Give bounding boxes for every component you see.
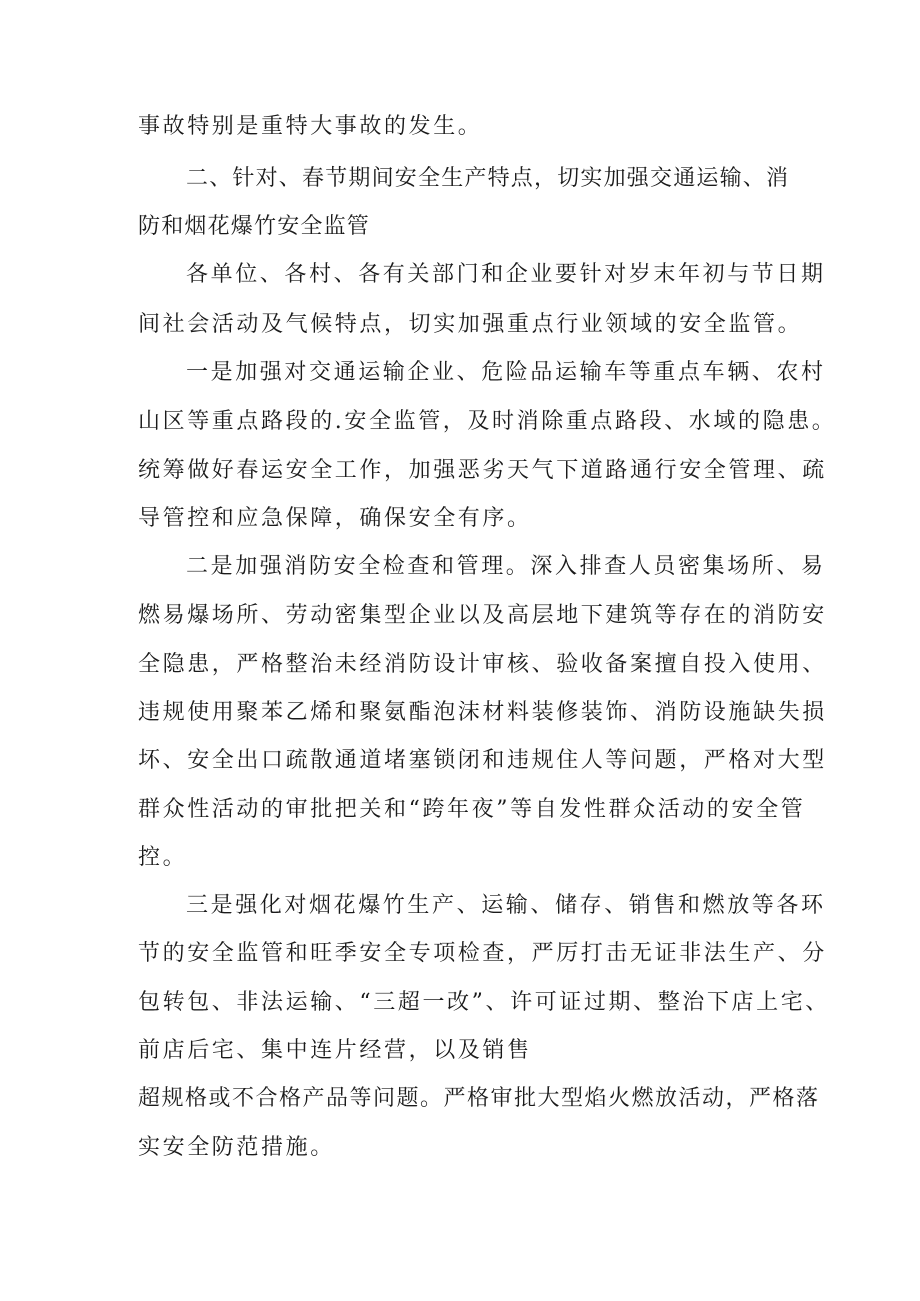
paragraph-line: 燃易爆场所、劳动密集型企业以及高层地下建筑等存在的消防安	[138, 603, 827, 628]
paragraph-line: 间社会活动及气候特点，切实加强重点行业领域的安全监管。	[138, 312, 803, 337]
paragraph-line: 违规使用聚苯乙烯和聚氨酯泡沫材料装修装饰、消防设施缺失损	[138, 700, 827, 725]
paragraph-line: 群众性活动的审批把关和“跨年夜”等自发性群众活动的安全管	[138, 797, 806, 822]
paragraph-line: 全隐患，严格整治未经消防设计审核、验收备案擅自投入使用、	[138, 652, 827, 677]
section-heading-line: 二、针对、春节期间安全生产特点，切实加强交通运输、消	[186, 166, 790, 191]
paragraph-line: 导管控和应急保障，确保安全有序。	[138, 506, 532, 531]
paragraph-line: 一是加强对交通运输企业、危险品运输车等重点车辆、农村	[186, 360, 826, 385]
paragraph-line: 实安全防范措施。	[138, 1135, 335, 1160]
paragraph-line: 事故特别是重特大事故的发生。	[138, 114, 483, 139]
paragraph-line: 超规格或不合格产品等问题。严格审批大型焰火燃放活动，严格落	[138, 1086, 820, 1111]
paragraph-line: 坏、安全出口疏散通道堵塞锁闭和违规住人等问题，严格对大型	[138, 748, 827, 773]
paragraph-line: 二是加强消防安全检查和管理。深入排查人员密集场所、易	[186, 554, 826, 579]
paragraph-line: 前店后宅、集中连片经营，以及销售	[138, 1038, 532, 1063]
paragraph-line: 包转包、非法运输、“三超一改”、许可证过期、整治下店上宅、	[138, 990, 830, 1015]
paragraph-line: 各单位、各村、各有关部门和企业要针对岁末年初与节日期	[186, 262, 826, 287]
paragraph-line: 山区等重点路段的.安全监管，及时消除重点路段、水域的隐患。	[138, 409, 837, 434]
paragraph-line: 三是强化对烟花爆竹生产、运输、储存、销售和燃放等各环	[186, 893, 826, 918]
section-heading-line: 防和烟花爆竹安全监管	[138, 214, 371, 239]
paragraph-line: 控。	[138, 845, 188, 870]
paragraph-line: 节的安全监管和旺季安全专项检查，严厉打击无证非法生产、分	[138, 941, 827, 966]
paragraph-line: 统筹做好春运安全工作，加强恶劣天气下道路通行安全管理、疏	[138, 458, 827, 483]
